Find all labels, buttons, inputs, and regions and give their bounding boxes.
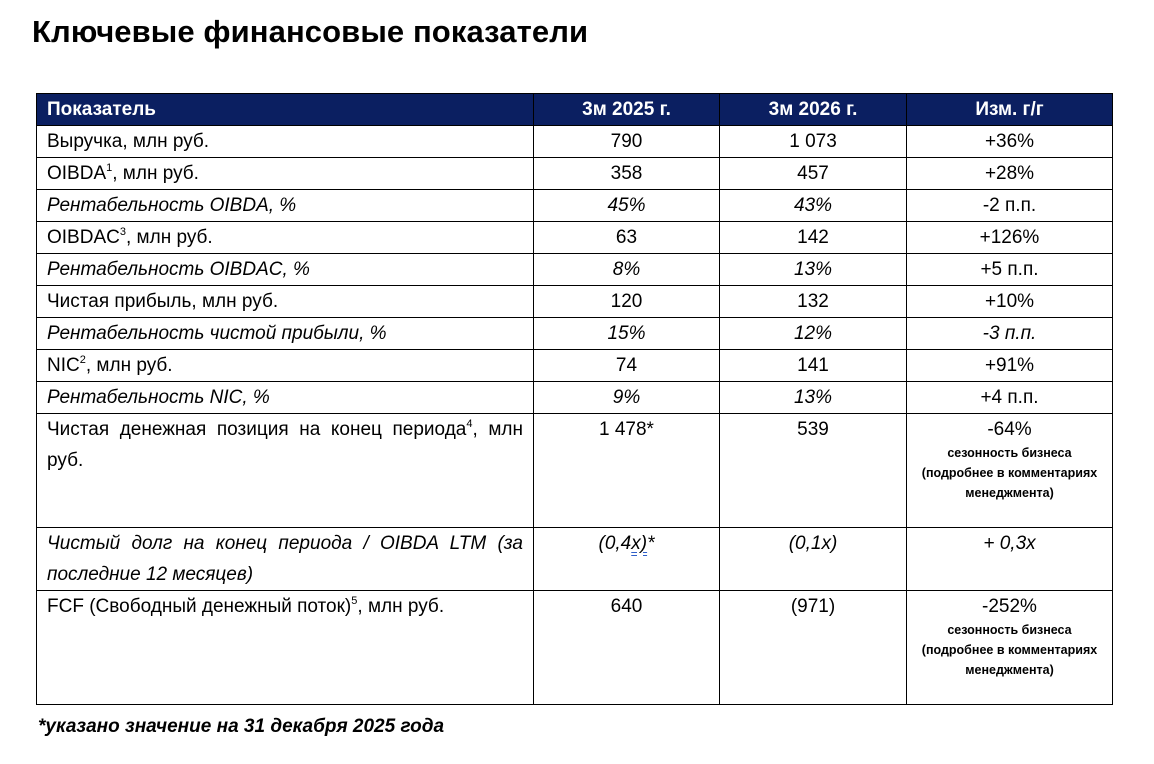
value-2025: 74 (534, 350, 720, 382)
value-2025: 640 (534, 591, 720, 705)
seasonality-note: сезонность бизнеса (подробнее в комментариях менеджмента) (921, 446, 1098, 500)
value-change: + 0,3х (907, 528, 1113, 591)
label-suffix: , млн руб. (112, 163, 199, 184)
value-2026: 539 (720, 414, 907, 528)
row-label: Рентабельность OIBDAC, % (37, 254, 534, 286)
value-2026: 13% (720, 382, 907, 414)
label-suffix: , млн руб. (47, 419, 524, 471)
value-2025: 358 (534, 158, 720, 190)
footnote-mark: 1 (106, 161, 113, 174)
table-row (37, 350, 1113, 382)
value-2026: 132 (720, 286, 907, 318)
table-header-row (37, 94, 1113, 126)
row-label (37, 591, 534, 705)
seasonality-note: сезонность бизнеса (подробнее в комментариях менеджмента) (921, 623, 1098, 677)
value-2025: 790 (534, 126, 720, 158)
value-2026: 142 (720, 222, 907, 254)
value-change: -252% (982, 596, 1037, 617)
value-2025: 9% (534, 382, 720, 414)
value-change: -3 п.п. (907, 318, 1113, 350)
value-change: +28% (907, 158, 1113, 190)
value-2025: 8% (534, 254, 720, 286)
value-change: +5 п.п. (907, 254, 1113, 286)
header-change-yoy: Изм. г/г (907, 94, 1113, 126)
value-2025 (534, 528, 720, 591)
value-change: -2 п.п. (907, 190, 1113, 222)
value-change: +36% (907, 126, 1113, 158)
value-change: -64% (987, 419, 1032, 440)
footnote: *указано значение на 31 декабря 2025 года (38, 716, 445, 737)
row-label: Рентабельность NIC, % (37, 382, 534, 414)
table-row (37, 414, 1113, 528)
header-indicator: Показатель (37, 94, 534, 126)
financial-indicators-table (36, 93, 1113, 705)
spellcheck-underline-text: х) (631, 533, 648, 554)
value-2026: 13% (720, 254, 907, 286)
value-2025: 15% (534, 318, 720, 350)
value-2026: 43% (720, 190, 907, 222)
label-text: NIC (47, 355, 80, 376)
value-2025: 1 478* (534, 414, 720, 528)
value-change: +126% (907, 222, 1113, 254)
value-2025-text: (0,4 (598, 533, 632, 554)
value-2026: (0,1х) (720, 528, 907, 591)
asterisk-mark: * (647, 533, 655, 554)
label-text: Чистая денежная позиция на конец периода (47, 419, 467, 440)
page-title: Ключевые финансовые показатели (32, 14, 589, 49)
value-change: +10% (907, 286, 1113, 318)
value-2025: 63 (534, 222, 720, 254)
value-change-cell (907, 591, 1113, 705)
value-2026: 457 (720, 158, 907, 190)
value-2025: 120 (534, 286, 720, 318)
label-text: OIBDA (47, 163, 107, 184)
row-label: Выручка, млн руб. (37, 126, 534, 158)
label-text: OIBDAC (47, 227, 120, 248)
row-label (37, 158, 534, 190)
footnote-mark: 2 (79, 353, 86, 366)
row-label (37, 414, 534, 528)
label-suffix: , млн руб. (125, 227, 213, 248)
footnote-mark: 5 (351, 594, 358, 607)
table-row (37, 318, 1113, 350)
row-label (37, 222, 534, 254)
header-3m-2026: 3м 2026 г. (720, 94, 907, 126)
value-2026: 1 073 (720, 126, 907, 158)
table-row (37, 528, 1113, 591)
table-row (37, 382, 1113, 414)
table-row (37, 126, 1113, 158)
table-row (37, 190, 1113, 222)
table-row (37, 222, 1113, 254)
table-row (37, 158, 1113, 190)
value-2026: 12% (720, 318, 907, 350)
footnote-mark: 3 (119, 225, 126, 238)
table-row (37, 286, 1113, 318)
row-label: Чистый долг на конец периода / OIBDA LTM (за последние 12 месяцев) (37, 528, 534, 591)
row-label (37, 350, 534, 382)
row-label: Чистая прибыль, млн руб. (37, 286, 534, 318)
row-label: Рентабельность чистой прибыли, % (37, 318, 534, 350)
table-row (37, 254, 1113, 286)
value-change: +91% (907, 350, 1113, 382)
row-label: Рентабельность OIBDA, % (37, 190, 534, 222)
footnote-mark: 4 (466, 417, 473, 430)
label-text: FCF (Свободный денежный поток) (47, 596, 352, 617)
label-suffix: , млн руб. (357, 596, 445, 617)
value-2026: 141 (720, 350, 907, 382)
header-3m-2025: 3м 2025 г. (534, 94, 720, 126)
value-change-cell (907, 414, 1113, 528)
table-row (37, 591, 1113, 705)
value-2025: 45% (534, 190, 720, 222)
value-2026: (971) (720, 591, 907, 705)
label-suffix: , млн руб. (85, 355, 173, 376)
value-change: +4 п.п. (907, 382, 1113, 414)
